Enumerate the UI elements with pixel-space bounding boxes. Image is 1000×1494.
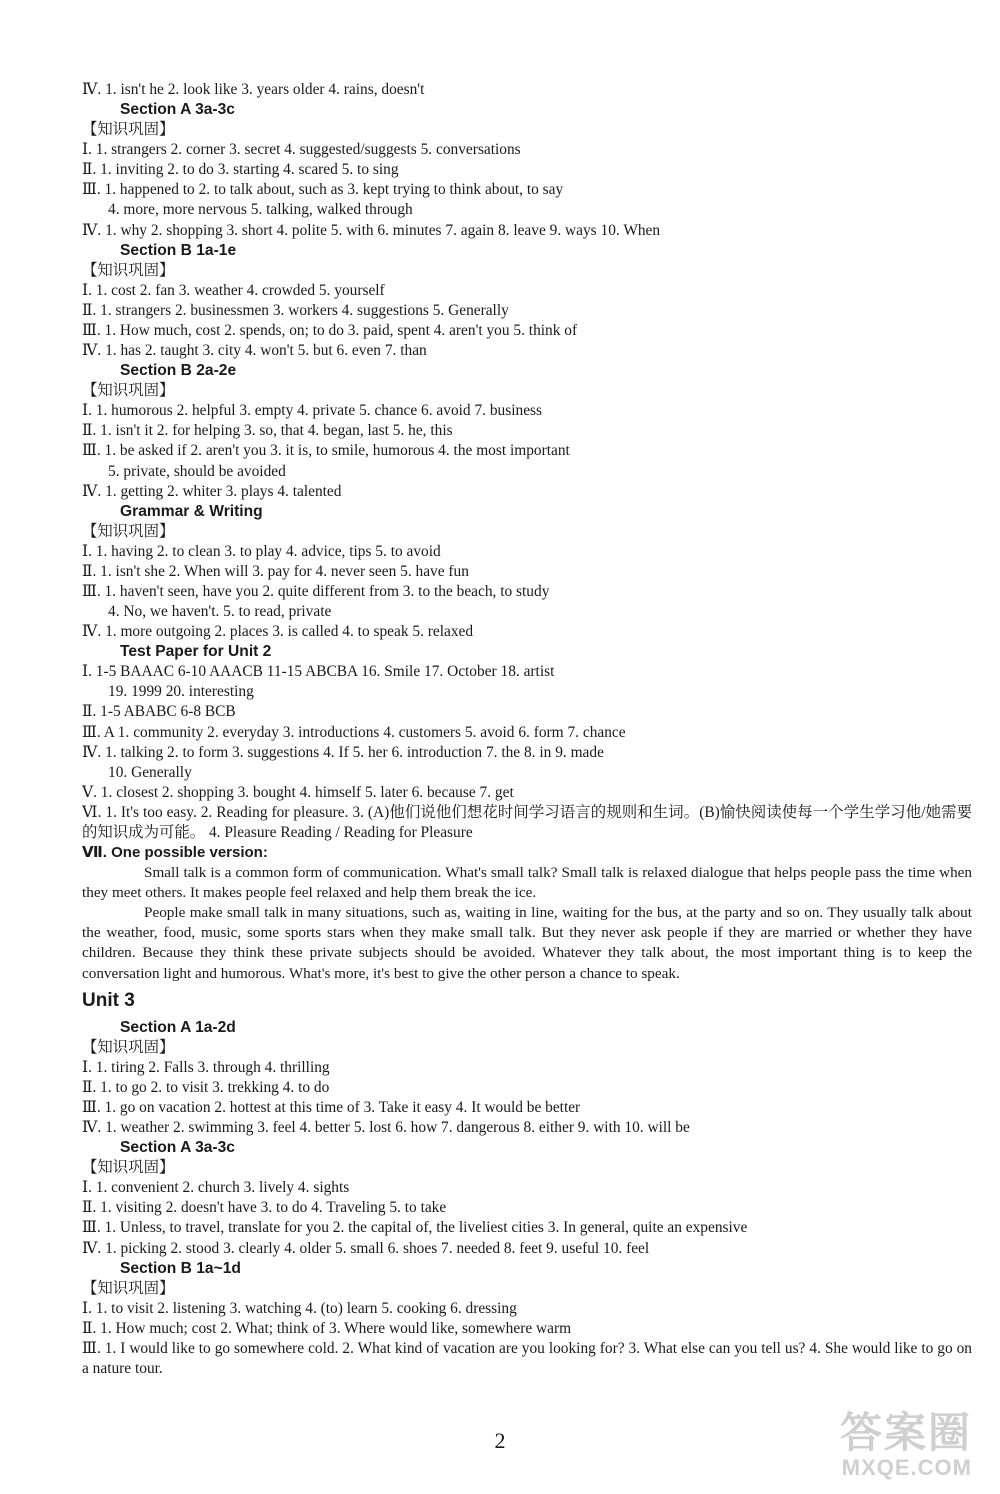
answer-line-continued: 4. No, we haven't. 5. to read, private bbox=[108, 603, 332, 621]
knowledge-tag: 【知识巩固】 bbox=[82, 1038, 175, 1056]
answer-line-continued: 19. 1999 20. interesting bbox=[108, 683, 254, 701]
knowledge-tag: 【知识巩固】 bbox=[82, 261, 175, 279]
answer-line: Ⅲ. 1. be asked if 2. aren't you 3. it is, to smile, humorous 4. the most important bbox=[82, 442, 570, 460]
answer-line: Ⅰ. 1. having 2. to clean 3. to play 4. advice, tips 5. to avoid bbox=[82, 542, 441, 560]
answer-line: Ⅲ. 1. How much, cost 2. spends, on; to do 3. paid, spent 4. aren't you 5. think of bbox=[82, 321, 578, 339]
answer-line: Ⅱ. 1. strangers 2. businessmen 3. workers 4. suggestions 5. Generally bbox=[82, 301, 509, 319]
answer-line: Ⅰ. 1-5 BAAAC 6-10 AAACB 11-15 ABCBA 16. Smile 17. October 18. artist bbox=[82, 663, 555, 681]
section-heading: Grammar & Writing bbox=[120, 502, 263, 520]
section-heading: Test Paper for Unit 2 bbox=[120, 643, 272, 661]
page-number: 2 bbox=[494, 1428, 506, 1453]
answer-line: Ⅳ. 1. isn't he 2. look like 3. years older 4. rains, doesn't bbox=[82, 81, 425, 98]
knowledge-tag: 【知识巩固】 bbox=[82, 382, 175, 400]
answer-line: Ⅱ. 1. isn't it 2. for helping 3. so, that 4. began, last 5. he, this bbox=[82, 422, 453, 440]
answer-line: Ⅱ. 1. visiting 2. doesn't have 3. to do 4. Traveling 5. to take bbox=[82, 1199, 447, 1217]
answer-key-page bbox=[82, 80, 972, 1379]
answer-line: Ⅴ. 1. closest 2. shopping 3. bought 4. himself 5. later 6. because 7. get bbox=[82, 783, 514, 801]
knowledge-tag: 【知识巩固】 bbox=[82, 121, 175, 139]
answer-line: Ⅲ. 1. Unless, to travel, translate for you 2. the capital of, the liveliest cities 3. In general, quite an expensive bbox=[82, 1219, 748, 1237]
answer-line: Ⅱ. 1. to go 2. to visit 3. trekking 4. to do bbox=[82, 1078, 330, 1096]
unit-heading: Unit 3 bbox=[82, 989, 135, 1011]
answer-line: Ⅰ. 1. to visit 2. listening 3. watching 4. (to) learn 5. cooking 6. dressing bbox=[82, 1299, 517, 1317]
answer-line-continued: 10. Generally bbox=[108, 763, 192, 781]
answer-line: Ⅰ. 1. strangers 2. corner 3. secret 4. suggested/suggests 5. conversations bbox=[82, 141, 521, 159]
watermark-url: MXQE.COM bbox=[841, 1455, 972, 1480]
answer-line: Ⅰ. 1. convenient 2. church 3. lively 4. sights bbox=[82, 1179, 350, 1197]
answer-line: Ⅲ. 1. haven't seen, have you 2. quite different from 3. to the beach, to study bbox=[82, 582, 550, 600]
section-heading: Section B 2a-2e bbox=[120, 362, 237, 380]
answer-line: Ⅳ. 1. why 2. shopping 3. short 4. polite 5. with 6. minutes 7. again 8. leave 9. ways 10. When bbox=[82, 221, 661, 239]
knowledge-tag: 【知识巩固】 bbox=[82, 1159, 175, 1177]
answer-line: Ⅱ. 1. How much; cost 2. What; think of 3. Where would like, somewhere warm bbox=[82, 1319, 572, 1337]
answer-line-continued: 5. private, should be avoided bbox=[108, 462, 286, 480]
essay-heading: Ⅶ. One possible version: bbox=[82, 844, 268, 862]
answer-line: Ⅱ. 1-5 ABABC 6-8 BCB bbox=[82, 703, 236, 721]
essay-paragraph: Small talk is a common form of communication. What's small talk? Small talk is relaxed dialogue that helps people pass the time when they meet others. It makes people feel relaxed and help them break the ice. bbox=[82, 864, 972, 902]
knowledge-tag: 【知识巩固】 bbox=[82, 522, 175, 540]
answer-line: Ⅳ. 1. has 2. taught 3. city 4. won't 5. but 6. even 7. than bbox=[82, 342, 427, 360]
answer-line: Ⅰ. 1. cost 2. fan 3. weather 4. crowded 5. yourself bbox=[82, 281, 385, 299]
watermark bbox=[840, 1410, 972, 1480]
answer-line: Ⅲ. 1. go on vacation 2. hottest at this time of 3. Take it easy 4. It would be better bbox=[82, 1098, 581, 1116]
answer-line: Ⅲ. 1. happened to 2. to talk about, such as 3. kept trying to think about, to say bbox=[82, 181, 564, 199]
answer-line-continued: 4. more, more nervous 5. talking, walked through bbox=[108, 201, 413, 219]
answer-line: Ⅳ. 1. weather 2. swimming 3. feel 4. better 5. lost 6. how 7. dangerous 8. either 9. with 10. will be bbox=[82, 1119, 690, 1137]
answer-line: Ⅲ. A 1. community 2. everyday 3. introductions 4. customers 5. avoid 6. form 7. chance bbox=[82, 723, 626, 741]
section-heading: Section B 1a-1e bbox=[120, 241, 237, 259]
knowledge-tag: 【知识巩固】 bbox=[82, 1279, 175, 1297]
answer-line: Ⅳ. 1. getting 2. whiter 3. plays 4. talented bbox=[82, 482, 342, 500]
section-heading: Section A 3a-3c bbox=[120, 1139, 235, 1157]
answer-line: Ⅳ. 1. talking 2. to form 3. suggestions 4. If 5. her 6. introduction 7. the 8. in 9. made bbox=[82, 743, 604, 761]
answer-line: Ⅰ. 1. tiring 2. Falls 3. through 4. thrilling bbox=[82, 1058, 330, 1076]
section-heading: Section A 1a-2d bbox=[120, 1018, 236, 1036]
answer-line: Ⅳ. 1. more outgoing 2. places 3. is called 4. to speak 5. relaxed bbox=[82, 623, 474, 641]
answer-line: Ⅱ. 1. isn't she 2. When will 3. pay for 4. never seen 5. have fun bbox=[82, 562, 469, 580]
answer-line: Ⅱ. 1. inviting 2. to do 3. starting 4. scared 5. to sing bbox=[82, 161, 399, 179]
section-heading: Section A 3a-3c bbox=[120, 101, 235, 119]
watermark-logo: 答案圈 bbox=[839, 1409, 972, 1456]
essay-paragraph: People make small talk in many situations, such as, waiting in line, waiting for the bus, at the party and so on. They usually talk about the weather, food, music, some sports stars when they make small talk. But they never ask people if they are married or whether they have children. Because they think these private subjects should be avoided. Whatever they talk about, the most important thing is to keep the conversation light and humorous. What's more, it's best to give the other person a chance to speak. bbox=[82, 904, 972, 982]
answer-line-wrapped: Ⅲ. 1. I would like to go somewhere cold. 2. What kind of vacation are you looking for? 3. What else can you tell us? 4. She would like to go on a nature tour. bbox=[82, 1339, 972, 1377]
answer-line: Ⅳ. 1. picking 2. stood 3. clearly 4. older 5. small 6. shoes 7. needed 8. feet 9. useful 10. feel bbox=[82, 1239, 650, 1257]
section-heading: Section B 1a~1d bbox=[120, 1259, 241, 1277]
answer-line: Ⅰ. 1. humorous 2. helpful 3. empty 4. private 5. chance 6. avoid 7. business bbox=[82, 402, 543, 420]
answer-line-wrapped: Ⅵ. 1. It's too easy. 2. Reading for pleasure. 3. (A)他们说他们想花时间学习语言的规则和生词。(B)愉快阅读使每一个学生学习他/她需要的知识成为可能。 4. Pleasure Reading / Reading for Pleasure bbox=[82, 803, 972, 841]
